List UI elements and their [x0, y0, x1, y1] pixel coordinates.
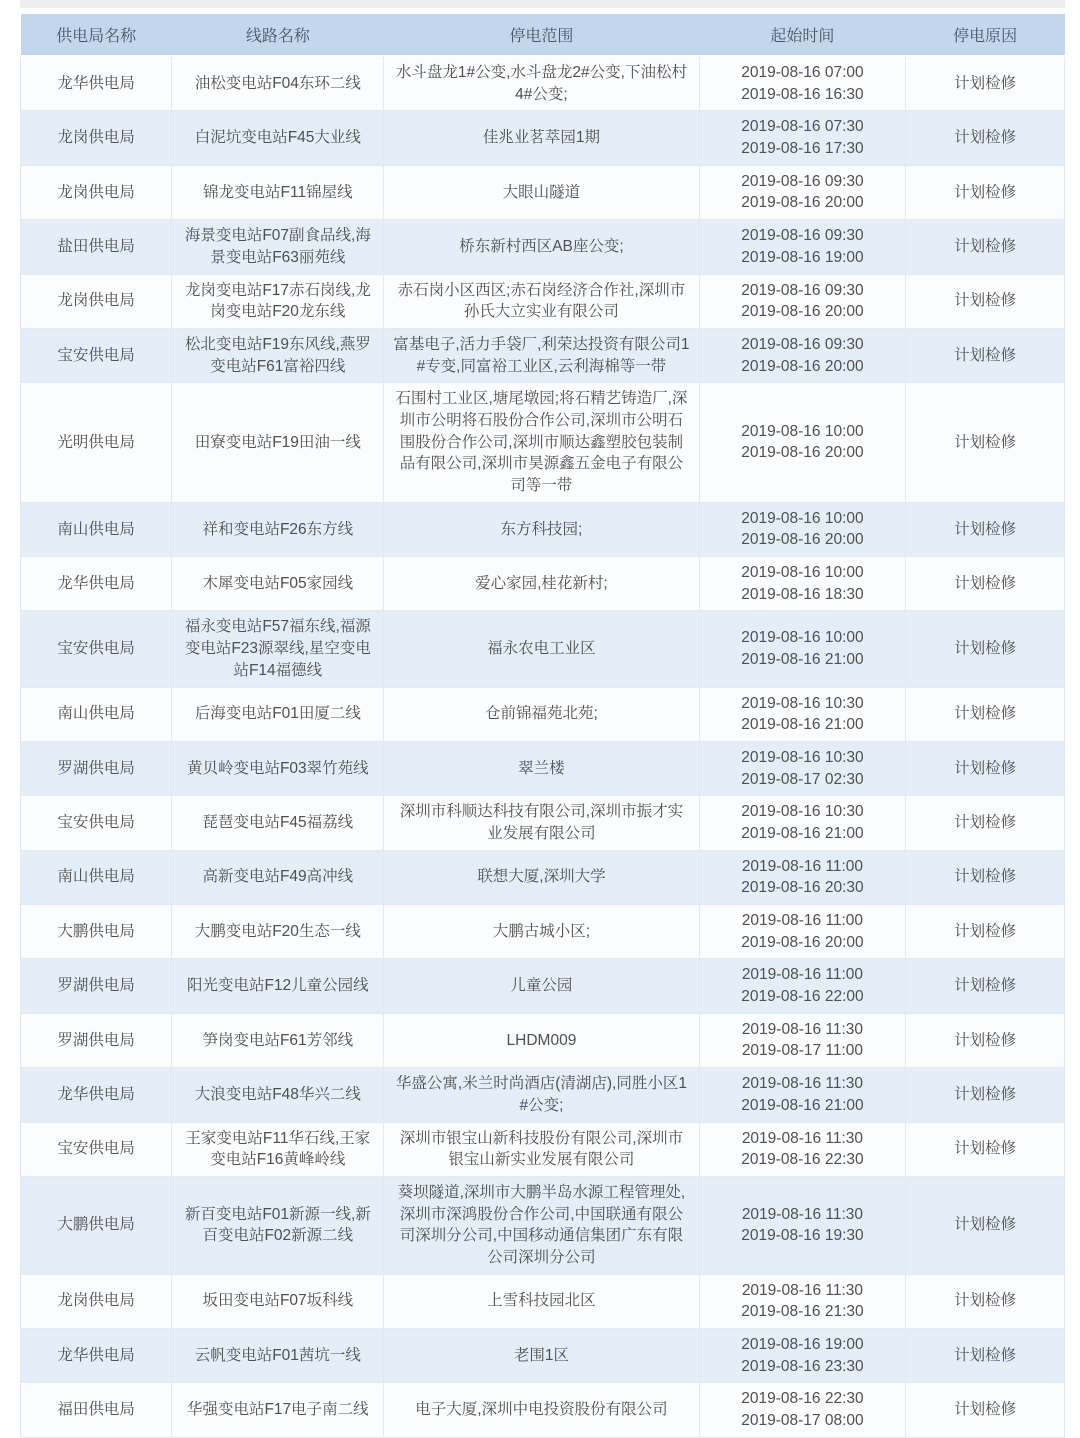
scope-cell: 东方科技园; [384, 502, 699, 556]
end-time: 2019-08-16 22:30 [741, 1151, 864, 1169]
end-time: 2019-08-16 16:30 [741, 85, 864, 103]
bureau-cell: 宝安供电局 [21, 328, 172, 382]
end-time: 2019-08-16 20:00 [741, 444, 864, 462]
table-row [21, 56, 1065, 111]
time-cell [699, 274, 906, 328]
line-cell: 黄贝岭变电站F03翠竹苑线 [172, 741, 384, 795]
end-time: 2019-08-16 21:00 [741, 650, 864, 668]
line-cell: 云帆变电站F01茜坑一线 [172, 1329, 384, 1383]
start-time: 2019-08-16 19:00 [741, 1336, 864, 1353]
end-time: 2019-08-16 21:00 [741, 716, 864, 734]
line-cell: 琵琶变电站F45福荔线 [172, 796, 384, 850]
scope-cell: 上雪科技园北区 [384, 1274, 699, 1328]
reason-cell: 计划检修 [906, 1122, 1065, 1176]
time-cell [699, 1383, 906, 1437]
end-time: 2019-08-16 22:00 [741, 988, 864, 1006]
bureau-cell: 盐田供电局 [21, 220, 172, 274]
start-time: 2019-08-16 11:00 [741, 912, 864, 929]
table-body [21, 56, 1065, 1437]
time-cell [699, 796, 906, 850]
line-cell: 海景变电站F07副食品线,海景变电站F63丽苑线 [172, 220, 384, 274]
time-cell [699, 611, 906, 687]
start-time: 2019-08-16 11:30 [741, 1075, 864, 1093]
table-row [21, 1274, 1065, 1328]
table-row [21, 111, 1065, 165]
end-time: 2019-08-16 19:30 [741, 1227, 864, 1245]
table-row [21, 1176, 1065, 1274]
time-cell [699, 111, 906, 165]
reason-cell: 计划检修 [906, 611, 1065, 687]
start-time: 2019-08-16 11:30 [741, 1281, 864, 1299]
reason-cell: 计划检修 [906, 1068, 1065, 1122]
table-row [21, 687, 1065, 741]
table-row [21, 1068, 1065, 1122]
start-time: 2019-08-16 10:30 [741, 803, 864, 821]
bureau-cell: 宝安供电局 [21, 611, 172, 687]
time-cell [699, 56, 906, 111]
table-row [21, 328, 1065, 382]
time-cell [699, 1068, 906, 1122]
table-row [21, 611, 1065, 687]
time-cell [699, 1122, 906, 1176]
scope-cell: 水斗盘龙1#公变,水斗盘龙2#公变,下油松村4#公变; [384, 56, 699, 111]
scope-cell: 电子大厦,深圳中电投资股份有限公司 [384, 1383, 699, 1437]
start-time: 2019-08-16 11:00 [741, 857, 864, 875]
outage-table [20, 14, 1065, 1438]
time-cell [699, 1013, 906, 1067]
time-cell [699, 850, 906, 904]
bureau-cell: 龙岗供电局 [21, 111, 172, 165]
end-time: 2019-08-16 20:00 [741, 303, 864, 321]
end-time: 2019-08-16 19:00 [741, 248, 864, 266]
reason-cell: 计划检修 [906, 220, 1065, 274]
bureau-cell: 罗湖供电局 [21, 1013, 172, 1067]
reason-cell: 计划检修 [906, 850, 1065, 904]
bureau-cell: 福田供电局 [21, 1383, 172, 1437]
end-time: 2019-08-17 08:00 [741, 1412, 864, 1430]
table-row [21, 1383, 1065, 1437]
col-header-start-time: 起始时间 [699, 14, 906, 56]
reason-cell: 计划检修 [906, 328, 1065, 382]
end-time: 2019-08-16 23:30 [741, 1357, 864, 1375]
start-time: 2019-08-16 07:00 [741, 64, 864, 81]
reason-cell: 计划检修 [906, 1013, 1065, 1067]
time-cell [699, 687, 906, 741]
table-row [21, 1122, 1065, 1176]
start-time: 2019-08-16 11:30 [741, 1129, 864, 1147]
reason-cell: 计划检修 [906, 905, 1065, 959]
end-time: 2019-08-17 02:30 [741, 770, 864, 788]
bureau-cell: 光明供电局 [21, 383, 172, 502]
bureau-cell: 南山供电局 [21, 850, 172, 904]
start-time: 2019-08-16 11:30 [741, 1205, 864, 1223]
reason-cell: 计划检修 [906, 557, 1065, 611]
table-row [21, 220, 1065, 274]
scope-cell: 华盛公寓,米兰时尚酒店(清湖店),同胜小区1#公变; [384, 1068, 699, 1122]
start-time: 2019-08-16 11:30 [741, 1020, 864, 1038]
end-time: 2019-08-16 21:00 [741, 824, 864, 842]
time-cell [699, 1176, 906, 1274]
reason-cell: 计划检修 [906, 383, 1065, 502]
end-time: 2019-08-16 21:30 [741, 1303, 864, 1321]
bureau-cell: 大鹏供电局 [21, 1176, 172, 1274]
line-cell: 王家变电站F11华石线,王家变电站F16黄峰岭线 [172, 1122, 384, 1176]
scope-cell: 仓前锦福苑北苑; [384, 687, 699, 741]
line-cell: 笋岗变电站F61芳邻线 [172, 1013, 384, 1067]
time-cell [699, 502, 906, 556]
line-cell: 高新变电站F49高冲线 [172, 850, 384, 904]
scope-cell: LHDM009 [384, 1013, 699, 1067]
scope-cell: 联想大厦,深圳大学 [384, 850, 699, 904]
reason-cell: 计划检修 [906, 959, 1065, 1013]
scope-cell: 儿童公园 [384, 959, 699, 1013]
time-cell [699, 905, 906, 959]
scope-cell: 大鹏古城小区; [384, 905, 699, 959]
scope-cell: 老围1区 [384, 1329, 699, 1383]
scope-cell: 大眼山隧道 [384, 165, 699, 219]
line-cell: 龙岗变电站F17赤石岗线,龙岗变电站F20龙东线 [172, 274, 384, 328]
scope-cell: 葵坝隧道,深圳市大鹏半岛水源工程管理处,深圳市深鸿股份合作公司,中国联通有限公司深圳分公司,中国移动通信集团广东有限公司深圳分公司 [384, 1176, 699, 1274]
table-row [21, 502, 1065, 556]
time-cell [699, 1274, 906, 1328]
end-time: 2019-08-17 11:00 [741, 1042, 864, 1060]
start-time: 2019-08-16 07:30 [741, 118, 864, 136]
start-time: 2019-08-16 10:00 [741, 629, 864, 647]
start-time: 2019-08-16 09:30 [741, 172, 864, 190]
line-cell: 阳光变电站F12儿童公园线 [172, 959, 384, 1013]
col-header-bureau: 供电局名称 [21, 14, 172, 56]
line-cell: 大鹏变电站F20生态一线 [172, 905, 384, 959]
time-cell [699, 165, 906, 219]
end-time: 2019-08-16 20:30 [741, 879, 864, 897]
top-strip [20, 0, 1065, 8]
scope-cell: 桥东新村西区AB座公变; [384, 220, 699, 274]
bureau-cell: 宝安供电局 [21, 1122, 172, 1176]
line-cell: 坂田变电站F07坂科线 [172, 1274, 384, 1328]
bureau-cell: 宝安供电局 [21, 796, 172, 850]
end-time: 2019-08-16 17:30 [741, 140, 864, 158]
reason-cell: 计划检修 [906, 502, 1065, 556]
line-cell: 后海变电站F01田厦二线 [172, 687, 384, 741]
bureau-cell: 南山供电局 [21, 502, 172, 556]
header-row [21, 14, 1065, 56]
bureau-cell: 龙岗供电局 [21, 274, 172, 328]
time-cell [699, 1329, 906, 1383]
table-row [21, 905, 1065, 959]
bureau-cell: 龙华供电局 [21, 56, 172, 111]
reason-cell: 计划检修 [906, 56, 1065, 111]
reason-cell: 计划检修 [906, 111, 1065, 165]
scope-cell: 富基电子,活力手袋厂,利荣达投资有限公司1#专变,同富裕工业区,云利海棉等一带 [384, 328, 699, 382]
bureau-cell: 龙华供电局 [21, 1329, 172, 1383]
reason-cell: 计划检修 [906, 1383, 1065, 1437]
reason-cell: 计划检修 [906, 796, 1065, 850]
bureau-cell: 龙华供电局 [21, 557, 172, 611]
time-cell [699, 557, 906, 611]
table-row [21, 850, 1065, 904]
reason-cell: 计划检修 [906, 274, 1065, 328]
time-cell [699, 220, 906, 274]
time-cell [699, 959, 906, 1013]
reason-cell: 计划检修 [906, 1329, 1065, 1383]
scope-cell: 爱心家园,桂花新村; [384, 557, 699, 611]
reason-cell: 计划检修 [906, 741, 1065, 795]
table-row [21, 274, 1065, 328]
line-cell: 松北变电站F19东风线,燕罗变电站F61富裕四线 [172, 328, 384, 382]
time-cell [699, 383, 906, 502]
bureau-cell: 龙岗供电局 [21, 165, 172, 219]
scope-cell: 深圳市银宝山新科技股份有限公司,深圳市银宝山新实业发展有限公司 [384, 1122, 699, 1176]
table-row [21, 165, 1065, 219]
scope-cell: 佳兆业茗萃园1期 [384, 111, 699, 165]
time-cell [699, 741, 906, 795]
col-header-reason: 停电原因 [906, 14, 1065, 56]
scope-cell: 翠兰楼 [384, 741, 699, 795]
table-row [21, 796, 1065, 850]
line-cell: 大浪变电站F48华兴二线 [172, 1068, 384, 1122]
table-row [21, 959, 1065, 1013]
col-header-line: 线路名称 [172, 14, 384, 56]
scope-cell: 赤石岗小区西区;赤石岗经济合作社,深圳市孙氏大立实业有限公司 [384, 274, 699, 328]
end-time: 2019-08-16 18:30 [741, 585, 864, 603]
table-row [21, 557, 1065, 611]
bureau-cell: 大鹏供电局 [21, 905, 172, 959]
line-cell: 祥和变电站F26东方线 [172, 502, 384, 556]
reason-cell: 计划检修 [906, 1176, 1065, 1274]
reason-cell: 计划检修 [906, 1274, 1065, 1328]
line-cell: 白泥坑变电站F45大业线 [172, 111, 384, 165]
start-time: 2019-08-16 10:00 [741, 422, 864, 440]
start-time: 2019-08-16 10:30 [741, 748, 864, 766]
bureau-cell: 罗湖供电局 [21, 959, 172, 1013]
bureau-cell: 龙岗供电局 [21, 1274, 172, 1328]
end-time: 2019-08-16 21:00 [741, 1096, 864, 1114]
line-cell: 田寮变电站F19田油一线 [172, 383, 384, 502]
end-time: 2019-08-16 20:00 [741, 357, 864, 375]
line-cell: 锦龙变电站F11锦屋线 [172, 165, 384, 219]
scope-cell: 石围村工业区,塘尾墩园;将石精艺铸造厂,深圳市公明将石股份合作公司,深圳市公明石围股份合作公司,深圳市顺达鑫塑胶包装制品有限公司,深圳市昊源鑫五金电子有限公司等一带 [384, 383, 699, 502]
start-time: 2019-08-16 09:30 [741, 335, 864, 353]
table-row [21, 1329, 1065, 1383]
start-time: 2019-08-16 09:30 [741, 227, 864, 245]
end-time: 2019-08-16 20:00 [741, 194, 864, 212]
reason-cell: 计划检修 [906, 165, 1065, 219]
bureau-cell: 龙华供电局 [21, 1068, 172, 1122]
scope-cell: 深圳市科顺达科技有限公司,深圳市振才实业发展有限公司 [384, 796, 699, 850]
line-cell: 油松变电站F04东环二线 [172, 56, 384, 111]
scope-cell: 福永农电工业区 [384, 611, 699, 687]
start-time: 2019-08-16 09:30 [741, 281, 864, 299]
time-cell [699, 328, 906, 382]
end-time: 2019-08-16 20:00 [741, 531, 864, 549]
start-time: 2019-08-16 22:30 [741, 1390, 864, 1408]
bureau-cell: 南山供电局 [21, 687, 172, 741]
start-time: 2019-08-16 10:30 [741, 694, 864, 712]
table-row [21, 1013, 1065, 1067]
line-cell: 福永变电站F57福东线,福源变电站F23源翠线,星空变电站F14福德线 [172, 611, 384, 687]
start-time: 2019-08-16 10:00 [741, 564, 864, 582]
end-time: 2019-08-16 20:00 [741, 933, 864, 951]
start-time: 2019-08-16 10:00 [741, 509, 864, 527]
table-row [21, 741, 1065, 795]
reason-cell: 计划检修 [906, 687, 1065, 741]
bureau-cell: 罗湖供电局 [21, 741, 172, 795]
line-cell: 木犀变电站F05家园线 [172, 557, 384, 611]
col-header-scope: 停电范围 [384, 14, 699, 56]
start-time: 2019-08-16 11:00 [741, 966, 864, 984]
line-cell: 华强变电站F17电子南二线 [172, 1383, 384, 1437]
line-cell: 新百变电站F01新源一线,新百变电站F02新源二线 [172, 1176, 384, 1274]
table-row [21, 383, 1065, 502]
